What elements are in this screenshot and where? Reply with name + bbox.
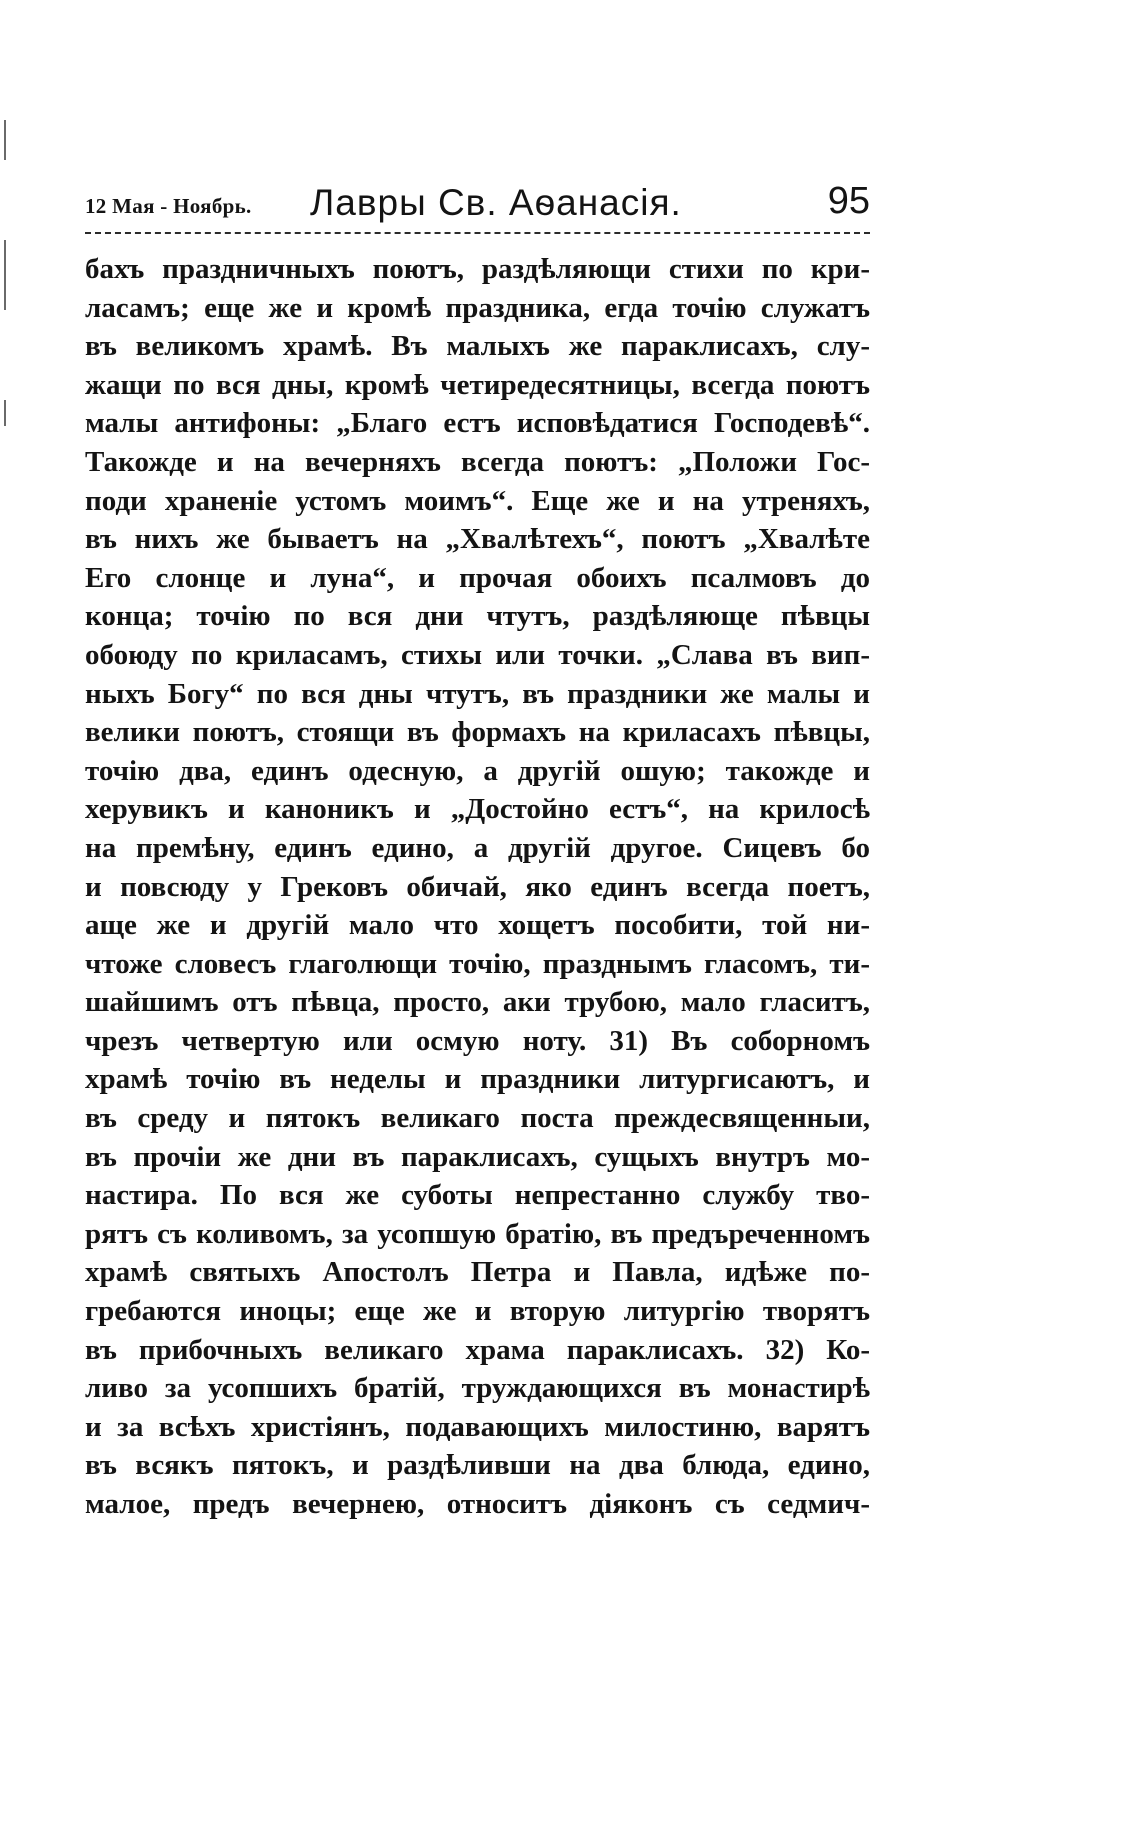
text-line: и за всѣхъ христіянъ, подавающихъ милостиню, варятъ <box>85 1410 870 1443</box>
text-line: точію два, единъ одесную, а другій ошую; такожде и <box>85 754 870 787</box>
body-text <box>85 250 870 1524</box>
text-line: настира. По вся же суботы непрестанно службу тво- <box>85 1179 870 1212</box>
running-head <box>85 180 870 226</box>
text-line: жащи по вся дны, кромѣ четиредесятницы, всегда поютъ <box>85 368 870 401</box>
text-line: на премѣну, единъ едино, а другій другое. Сицевъ бо <box>85 831 870 864</box>
text-line: ласамъ; еще же и кромѣ праздника, егда точію служатъ <box>85 291 870 324</box>
text-line: въ прочіи же дни въ параклисахъ, сущыхъ внутръ мо- <box>85 1140 870 1173</box>
text-line: велики поютъ, стоящи въ формахъ на криласахъ пѣвцы, <box>85 716 870 749</box>
text-line: въ нихъ же бываетъ на „Хвалѣтехъ“, поютъ „Хвалѣте <box>85 523 870 556</box>
text-line: Его слонце и луна“, и прочая обоихъ псалмовъ до <box>85 561 870 594</box>
page-number: 95 <box>827 180 870 222</box>
text-line: бахъ праздничныхъ поютъ, раздѣляющи стихи по кри- <box>85 253 870 285</box>
running-head-title: Лавры Св. Аѳанасія. <box>310 182 682 223</box>
text-line: въ всякъ пятокъ, и раздѣливши на два блюда, едино, <box>85 1449 870 1482</box>
text-line: Такожде и на вечерняхъ всегда поютъ: „Положи Гос- <box>85 445 870 478</box>
text-line: аще же и другій мало что хощетъ пособити, той ни- <box>85 909 870 942</box>
scan-edge-mark <box>4 400 6 426</box>
text-line: обоюду по криласамъ, стихы или точки. „Слава въ вип- <box>85 638 870 671</box>
header-rule <box>85 232 870 234</box>
text-line: малое, предъ вечернею, относитъ діяконъ съ седмич- <box>85 1488 870 1520</box>
text-line: въ среду и пятокъ великаго поста преждесвященныи, <box>85 1102 870 1135</box>
scan-edge-mark <box>4 240 6 310</box>
text-line: храмѣ святыхъ Апостолъ Петра и Павла, идѣже по- <box>85 1256 870 1289</box>
text-line: чрезъ четвертую или осмую ноту. 31) Въ соборномъ <box>85 1024 870 1057</box>
text-line: херувикъ и каноникъ и „Достойно естъ“, на крилосѣ <box>85 793 870 826</box>
text-line: храмѣ точію въ неделы и праздники литургисаютъ, и <box>85 1063 870 1096</box>
text-line: малы антифоны: „Благо естъ исповѣдатися Господевѣ“. <box>85 407 870 440</box>
text-line: въ великомъ храмѣ. Въ малыхъ же параклисахъ, слу- <box>85 330 870 363</box>
text-line: конца; точію по вся дни чтутъ, раздѣляюще пѣвцы <box>85 600 870 633</box>
text-line: поди храненіе устомъ моимъ“. Еще же и на утреняхъ, <box>85 484 870 517</box>
text-line: рятъ съ коливомъ, за усопшую братію, въ предъреченномъ <box>85 1217 870 1250</box>
running-head-dates: 12 Мая - Ноябрь. <box>85 194 252 218</box>
text-line: ныхъ Богу“ по вся дны чтутъ, въ праздники же малы и <box>85 677 870 710</box>
scan-edge-mark <box>4 120 6 160</box>
text-line: шайшимъ отъ пѣвца, просто, аки трубою, мало гласитъ, <box>85 986 870 1019</box>
text-line: и повсюду у Грековъ обичай, яко единъ всегда поетъ, <box>85 870 870 903</box>
text-line: въ прибочныхъ великаго храма параклисахъ. 32) Ко- <box>85 1333 870 1366</box>
text-line: ливо за усопшихъ братій, труждающихся въ монастирѣ <box>85 1372 870 1405</box>
text-line: гребаются иноцы; еще же и вторую литургію творятъ <box>85 1295 870 1328</box>
text-line: чтоже словесъ глаголющи точію, празднымъ гласомъ, ти- <box>85 947 870 980</box>
